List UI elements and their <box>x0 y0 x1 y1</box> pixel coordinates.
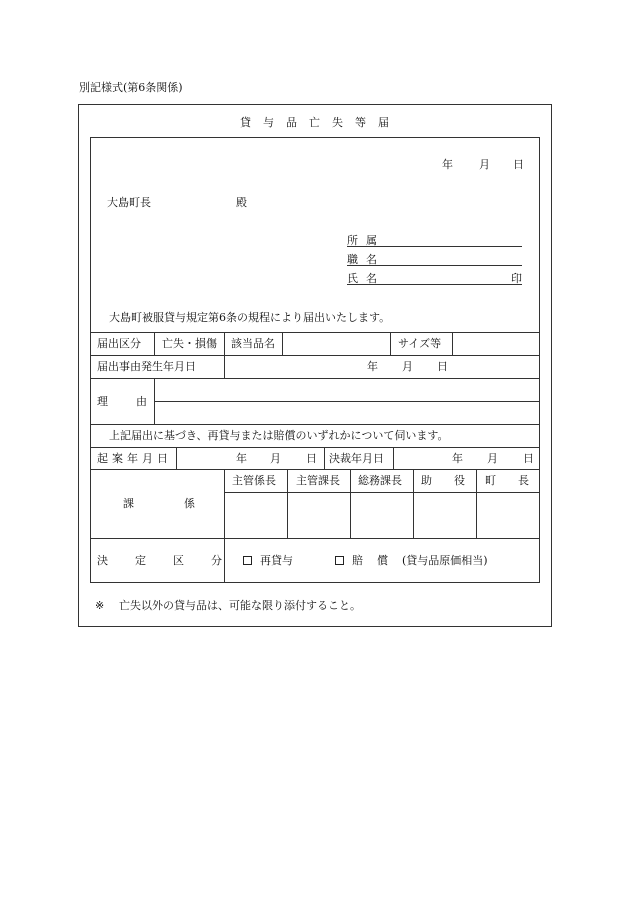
honorific: 殿 <box>236 196 247 209</box>
position-field[interactable] <box>347 265 522 266</box>
seal-label: 印 <box>511 272 522 285</box>
decision-option-compensation[interactable] <box>335 555 488 566</box>
form-title: 貸与品亡失等届 <box>240 116 401 129</box>
draft-month-label: 月 <box>270 452 281 465</box>
table-line <box>224 332 225 355</box>
table-line <box>90 424 540 425</box>
table-line <box>324 447 325 469</box>
occurrence-date-label-text: 届出事由発生年月日 <box>97 360 196 373</box>
reason-line <box>154 401 540 402</box>
approval-header-general-affairs: 総務課長 <box>358 474 402 487</box>
report-type-value[interactable]: 亡失・損傷 <box>162 337 217 350</box>
decision-day-label: 日 <box>523 452 534 465</box>
occurrence-date-label <box>97 361 217 372</box>
name-field[interactable] <box>347 284 522 285</box>
table-line <box>282 332 283 355</box>
approval-stamp-cell[interactable] <box>225 493 287 538</box>
table-line <box>90 332 540 333</box>
table-line <box>452 332 453 355</box>
table-line <box>90 378 540 379</box>
affiliation-label: 所属 <box>347 234 385 247</box>
table-line <box>176 447 177 469</box>
approval-header-mayor: 町長 <box>485 474 551 487</box>
decision-month-label: 月 <box>487 452 498 465</box>
table-line <box>224 355 225 378</box>
compensation-checkbox[interactable] <box>335 556 344 565</box>
table-line <box>90 469 540 470</box>
occurrence-month-label: 月 <box>402 360 413 373</box>
reason-label: 理由 <box>97 395 175 408</box>
draft-date-label: 起案年月日 <box>97 452 172 465</box>
report-type-label: 届出区分 <box>97 337 141 350</box>
date-day-label: 日 <box>513 158 524 171</box>
date-year-label: 年 <box>442 158 453 171</box>
compensation-label: 賠償 <box>352 554 402 567</box>
section-label: 課係 <box>123 497 245 510</box>
table-line <box>90 355 540 356</box>
table-line <box>390 332 391 355</box>
decision-year-label: 年 <box>452 452 463 465</box>
decision-type-label: 決定区分 <box>97 554 249 567</box>
reloan-label: 再貸与 <box>260 554 293 567</box>
declaration-text: 大島町被服貸与規定第6条の規程により届出いたします。 <box>109 311 391 324</box>
draft-day-label: 日 <box>306 452 317 465</box>
position-label: 職名 <box>347 253 385 266</box>
inquiry-text: 上記届出に基づき、再貸与または賠償のいずれかについて伺います。 <box>109 429 449 442</box>
footnote-text: 亡失以外の貸与品は、可能な限り添付すること。 <box>119 599 361 612</box>
draft-year-label: 年 <box>236 452 247 465</box>
approval-header-deputy: 助役 <box>421 474 487 487</box>
reloan-checkbox[interactable] <box>243 556 252 565</box>
addressee: 大島町長 <box>107 196 151 209</box>
table-line <box>90 538 540 539</box>
approval-stamp-cell[interactable] <box>477 493 539 538</box>
approval-stamp-cell[interactable] <box>414 493 476 538</box>
compensation-note: (貸与品原価相当) <box>402 554 488 567</box>
table-line <box>154 332 155 355</box>
table-line <box>90 447 540 448</box>
form-reference-note: 別記様式(第6条関係) <box>79 81 183 94</box>
occurrence-year-label: 年 <box>367 360 378 373</box>
item-name-label: 該当品名 <box>231 337 275 350</box>
date-month-label: 月 <box>479 158 490 171</box>
footnote-mark: ※ <box>95 599 105 612</box>
approval-header-section-head: 主管課長 <box>296 474 340 487</box>
size-label: サイズ等 <box>398 337 442 350</box>
occurrence-day-label: 日 <box>437 360 448 373</box>
approval-stamp-cell[interactable] <box>351 493 413 538</box>
name-label: 氏名 <box>347 272 385 285</box>
approval-stamp-cell[interactable] <box>288 493 350 538</box>
decision-option-reloan[interactable] <box>243 555 293 566</box>
table-line <box>393 447 394 469</box>
decision-date-label: 決裁年月日 <box>329 452 384 465</box>
affiliation-field[interactable] <box>347 246 522 247</box>
approval-header-chief: 主管係長 <box>232 474 276 487</box>
